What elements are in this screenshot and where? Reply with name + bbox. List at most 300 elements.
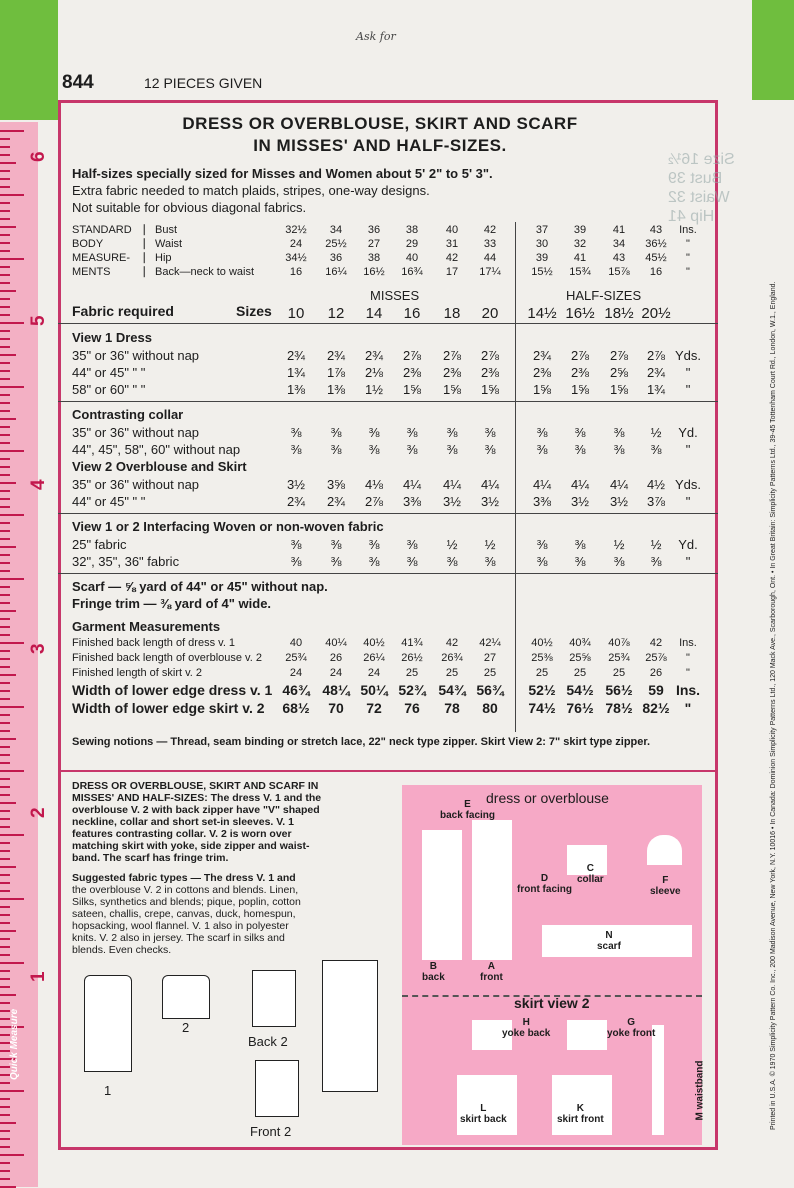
sizes-label: Sizes bbox=[236, 303, 272, 319]
tape-tick bbox=[0, 570, 10, 572]
cell-half: ⅜ bbox=[574, 425, 586, 440]
cell-misses: 14 bbox=[365, 305, 383, 322]
cell-misses: 24 bbox=[289, 238, 303, 250]
tape-tick bbox=[0, 338, 10, 340]
cell-half: ⅜ bbox=[536, 554, 548, 569]
tape-tick bbox=[0, 858, 10, 860]
dress-v1-sketch bbox=[84, 975, 132, 1072]
cell-misses: 2⅜ bbox=[480, 365, 500, 380]
row-label: 35" or 36" without nap bbox=[72, 348, 200, 363]
tape-tick bbox=[0, 578, 24, 580]
cell-half: 43 bbox=[612, 252, 626, 264]
description-line: features contrasting collar. V. 2 is worn over bbox=[72, 828, 292, 840]
tape-tick bbox=[0, 666, 10, 668]
label-c: C collar bbox=[577, 863, 604, 885]
cell-unit: " bbox=[686, 667, 690, 679]
cell-misses: ⅜ bbox=[406, 554, 418, 569]
cell-misses: 34½ bbox=[285, 252, 307, 264]
cell-misses: ⅜ bbox=[290, 442, 302, 457]
label-e: E back facing bbox=[440, 799, 496, 821]
tape-tick bbox=[0, 802, 16, 804]
corner-left bbox=[0, 0, 58, 120]
cell-misses: 25¾ bbox=[285, 652, 307, 664]
cell-half: 25 bbox=[573, 667, 587, 679]
piece-g-yoke-front bbox=[567, 1020, 607, 1050]
cell-half: ⅜ bbox=[536, 442, 548, 457]
tape-brand: Quick Measure bbox=[9, 1008, 20, 1080]
cell-half: 18½ bbox=[604, 305, 634, 322]
tape-tick bbox=[0, 1002, 10, 1004]
cell-misses: 24 bbox=[329, 667, 343, 679]
tape-tick bbox=[0, 170, 10, 172]
cell-misses: 3⅝ bbox=[326, 477, 346, 492]
cell-unit: Ins. bbox=[679, 224, 697, 236]
cell-half: 78½ bbox=[605, 700, 633, 716]
tape-tick bbox=[0, 770, 24, 772]
tape-tick bbox=[0, 610, 16, 612]
suggested-line: sateen, challis, crepe, canvas, duck, homespun, bbox=[72, 908, 296, 920]
cell-misses: ⅜ bbox=[368, 425, 380, 440]
tape-tick bbox=[0, 322, 24, 324]
tape-tick bbox=[0, 330, 10, 332]
cell-half: ⅜ bbox=[650, 554, 662, 569]
scarf-line: Scarf — ⅝ yard of 44" or 45" without nap. bbox=[72, 579, 328, 594]
cell-half: 25⅞ bbox=[645, 652, 667, 664]
tape-tick bbox=[0, 938, 10, 940]
cell-misses: 42 bbox=[445, 637, 459, 649]
cell-half: ⅜ bbox=[613, 442, 625, 457]
description-line: DRESS OR OVERBLOUSE, SKIRT AND SCARF IN bbox=[72, 780, 319, 792]
tape-tick bbox=[0, 594, 10, 596]
tape-tick bbox=[0, 442, 10, 444]
tape-tick bbox=[0, 754, 10, 756]
tape-tick bbox=[0, 418, 16, 420]
tape-tick bbox=[0, 922, 10, 924]
cell-half: 2¾ bbox=[532, 348, 552, 363]
tape-tick bbox=[0, 450, 24, 452]
tape-tick bbox=[0, 506, 10, 508]
suggested-line: hopsacking, wool flannel. V. 1 also in polyester bbox=[72, 920, 289, 932]
cell-misses: 40½ bbox=[363, 637, 385, 649]
cell-unit: Yd. bbox=[678, 537, 698, 552]
cell-misses: ⅜ bbox=[406, 537, 418, 552]
cell-misses: 20 bbox=[481, 305, 499, 322]
row-label: Finished back length of dress v. 1 bbox=[72, 637, 236, 649]
cell-half: 45½ bbox=[645, 252, 667, 264]
tape-tick bbox=[0, 730, 10, 732]
tape-tick bbox=[0, 362, 10, 364]
cell-misses: 25 bbox=[483, 667, 497, 679]
description-line: MISSES' AND HALF-SIZES: The dress V. 1 and the bbox=[72, 792, 322, 804]
cell-misses: 26¼ bbox=[363, 652, 385, 664]
cell-misses: ½ bbox=[484, 537, 496, 552]
cell-half: 20½ bbox=[641, 305, 671, 322]
tape-tick bbox=[0, 162, 16, 164]
cell-misses: 78 bbox=[444, 700, 460, 716]
intro-line2: Extra fabric needed to match plaids, stripes, one-way designs. bbox=[72, 183, 430, 198]
pattern-layout-diagram bbox=[402, 785, 706, 1145]
suggested-line: knits. V. 2 also in jersey. The scarf in silks and bbox=[72, 932, 285, 944]
cell-misses: 42 bbox=[483, 224, 497, 236]
tape-tick bbox=[0, 1122, 16, 1124]
sketch-label-back2: Back 2 bbox=[248, 1034, 288, 1049]
cell-half: 3½ bbox=[570, 494, 590, 509]
cell-misses: 2¾ bbox=[326, 348, 346, 363]
cell-half: 54½ bbox=[566, 682, 594, 698]
cell-misses: ⅜ bbox=[484, 442, 496, 457]
tape-tick bbox=[0, 618, 10, 620]
label-h: H yoke back bbox=[502, 1017, 551, 1039]
cell-misses: 40 bbox=[289, 637, 303, 649]
suggested-line: blends. Even checks. bbox=[72, 944, 172, 956]
cell-half: ⅜ bbox=[574, 442, 586, 457]
cell-misses: 17 bbox=[445, 266, 459, 278]
cell-misses: 12 bbox=[327, 305, 345, 322]
cell-misses: 18 bbox=[443, 305, 461, 322]
tape-tick bbox=[0, 738, 16, 740]
tape-tick bbox=[0, 522, 10, 524]
cell-misses: ½ bbox=[446, 537, 458, 552]
label-m: M waistband bbox=[694, 1060, 706, 1121]
cell-misses: 42 bbox=[445, 252, 459, 264]
cell-misses: ⅜ bbox=[484, 425, 496, 440]
tape-tick bbox=[0, 498, 10, 500]
tape-tick bbox=[0, 786, 10, 788]
tape-tick bbox=[0, 482, 16, 484]
cell-misses: 4¼ bbox=[480, 477, 500, 492]
cell-unit: " bbox=[686, 266, 690, 278]
section-heading: Contrasting collar bbox=[72, 407, 184, 422]
intro-line1: Half-sizes specially sized for Misses and Women about 5' 2" to 5' 3". bbox=[72, 166, 493, 181]
cell-misses: ⅜ bbox=[290, 425, 302, 440]
tape-tick bbox=[0, 466, 10, 468]
cell-half: ½ bbox=[650, 425, 662, 440]
tape-tick bbox=[0, 1098, 10, 1100]
tape-tick bbox=[0, 346, 10, 348]
tape-number: 4 bbox=[28, 479, 49, 490]
cell-half: ⅜ bbox=[613, 554, 625, 569]
cell-half: 30 bbox=[535, 238, 549, 250]
tape-tick bbox=[0, 490, 10, 492]
cell-half: 4¼ bbox=[570, 477, 590, 492]
divider-vert bbox=[515, 222, 516, 732]
tape-tick bbox=[0, 1082, 10, 1084]
cell-misses: 2⅜ bbox=[402, 365, 422, 380]
cell-half: ⅜ bbox=[536, 537, 548, 552]
cell-misses: 1⅝ bbox=[402, 382, 422, 397]
cell-half: 3⅞ bbox=[646, 494, 666, 509]
cell-misses: 36 bbox=[367, 224, 381, 236]
garment-heading: Garment Measurements bbox=[72, 619, 221, 634]
title-line2: IN MISSES' AND HALF-SIZES. bbox=[253, 136, 507, 155]
row-label: MENTS bbox=[72, 266, 111, 278]
label-f: F sleeve bbox=[650, 875, 681, 897]
cell-half: 74½ bbox=[528, 700, 556, 716]
tape-tick bbox=[0, 1106, 10, 1108]
cell-unit: " bbox=[686, 238, 690, 250]
cell-half: 1⅝ bbox=[609, 382, 629, 397]
tape-tick bbox=[0, 818, 10, 820]
cell-unit: Yds. bbox=[674, 348, 701, 363]
cell-half: 25 bbox=[612, 667, 626, 679]
cell-half: 4½ bbox=[646, 477, 666, 492]
cell-misses: 76 bbox=[404, 700, 420, 716]
cell-misses: 33 bbox=[483, 238, 497, 250]
cell-half: 82½ bbox=[642, 700, 670, 716]
diagram-top-title: dress or overblouse bbox=[486, 790, 609, 806]
cell-misses: 32½ bbox=[285, 224, 307, 236]
cell-misses: 2⅞ bbox=[402, 348, 422, 363]
cell-half: 2⅜ bbox=[532, 365, 552, 380]
cell-half: 76½ bbox=[566, 700, 594, 716]
cell-misses: 16½ bbox=[363, 266, 385, 278]
cell-half: 56½ bbox=[605, 682, 633, 698]
tape-tick bbox=[0, 538, 10, 540]
cell-half: 39 bbox=[573, 224, 587, 236]
cell-misses: 17¼ bbox=[479, 266, 501, 278]
cell-half: 1⅝ bbox=[532, 382, 552, 397]
cell-misses: 70 bbox=[328, 700, 344, 716]
tape-tick bbox=[0, 298, 10, 300]
cell-misses: 2¾ bbox=[364, 348, 384, 363]
cell-misses: 16 bbox=[403, 305, 421, 322]
cell-misses: 3⅜ bbox=[402, 494, 422, 509]
row-label: MEASURE- bbox=[72, 252, 131, 264]
cell-half: 2¾ bbox=[646, 365, 666, 380]
row-label: 44" or 45" " " bbox=[72, 494, 146, 509]
measure-name: ⎸Hip bbox=[144, 252, 172, 264]
cell-misses: 24 bbox=[367, 667, 381, 679]
cell-misses: 68½ bbox=[282, 700, 310, 716]
cell-half: ⅜ bbox=[613, 425, 625, 440]
section-rule bbox=[58, 513, 718, 514]
skirt-front-sketch bbox=[255, 1060, 299, 1117]
pieces-given: 12 PIECES GIVEN bbox=[144, 75, 263, 91]
tape-tick bbox=[0, 762, 10, 764]
row-label: 35" or 36" without nap bbox=[72, 425, 200, 440]
cell-half: ½ bbox=[613, 537, 625, 552]
cell-unit: " bbox=[685, 554, 691, 569]
cell-misses: ⅜ bbox=[330, 554, 342, 569]
cell-misses: ⅜ bbox=[446, 554, 458, 569]
cell-misses: 1⅜ bbox=[326, 382, 346, 397]
cell-misses: 40 bbox=[405, 252, 419, 264]
cell-half: 26 bbox=[649, 667, 663, 679]
cell-misses: 4¼ bbox=[442, 477, 462, 492]
tape-tick bbox=[0, 642, 24, 644]
piece-f-sleeve bbox=[647, 835, 682, 865]
tape-tick bbox=[0, 1130, 10, 1132]
tape-tick bbox=[0, 290, 16, 292]
cell-unit: " bbox=[685, 442, 691, 457]
sewing-notions: Sewing notions — Thread, seam binding or stretch lace, 22" neck type zipper. Skirt View 2: 7" skirt type zipper. bbox=[72, 736, 651, 748]
tape-tick bbox=[0, 778, 10, 780]
cell-misses: 80 bbox=[482, 700, 498, 716]
tape-tick bbox=[0, 226, 16, 228]
label-d: D front facing bbox=[517, 873, 572, 895]
row-label: STANDARD bbox=[72, 224, 132, 236]
tape-tick bbox=[0, 130, 24, 132]
piece-b-back bbox=[422, 830, 462, 960]
cell-misses: ⅜ bbox=[290, 537, 302, 552]
cell-half: 4¼ bbox=[532, 477, 552, 492]
cell-misses: 3½ bbox=[286, 477, 306, 492]
cell-misses: ⅜ bbox=[368, 442, 380, 457]
tape-tick bbox=[0, 474, 10, 476]
tape-tick bbox=[0, 274, 10, 276]
copyright-side-text: Printed in U.S.A. © 1970 Simplicity Pattern Co. Inc., 200 Madison Avenue, New York, N.Y. 10016 • In Canada: Dominion Simplicity Patterns Ltd., 120 Mack Ave., Scarborough, Ont. • In Great Britain: Simplicity Patterns Ltd., 39-45 Tottenham Court Rd., London, W.1., England. bbox=[770, 281, 777, 1130]
cell-misses: 36 bbox=[329, 252, 343, 264]
label-a: A front bbox=[480, 961, 503, 983]
cell-half: 34 bbox=[612, 238, 626, 250]
cell-half: 40¾ bbox=[569, 637, 591, 649]
tape-tick bbox=[0, 1146, 10, 1148]
intro-line3: Not suitable for obvious diagonal fabrics. bbox=[72, 200, 307, 215]
row-label: Width of lower edge dress v. 1 bbox=[72, 682, 273, 698]
cell-half: 2⅞ bbox=[570, 348, 590, 363]
tape-tick bbox=[0, 850, 10, 852]
tape-tick bbox=[0, 1154, 24, 1156]
fringe-line: Fringe trim — ⅜ yard of 4" wide. bbox=[72, 596, 272, 611]
suggested-fabrics bbox=[72, 872, 392, 956]
tape-tick bbox=[0, 1178, 10, 1180]
cell-misses: 34 bbox=[329, 224, 343, 236]
cell-half: 1⅝ bbox=[570, 382, 590, 397]
header-rule bbox=[58, 323, 718, 324]
cell-misses: ⅜ bbox=[446, 442, 458, 457]
cell-unit: Ins. bbox=[675, 682, 701, 698]
sketch-label-v2: 2 bbox=[182, 1020, 190, 1035]
tape-tick bbox=[0, 306, 10, 308]
cell-misses: 41¾ bbox=[401, 637, 423, 649]
sketch-label-v1: 1 bbox=[104, 1083, 112, 1098]
cell-misses: 4⅛ bbox=[364, 477, 384, 492]
cell-misses: 3½ bbox=[480, 494, 500, 509]
misses-label: MISSES bbox=[370, 288, 420, 303]
description-line: neckline, collar and short set-in sleeves. V. 1 bbox=[72, 816, 294, 828]
cell-misses: 1¾ bbox=[286, 365, 306, 380]
tape-number: 3 bbox=[28, 643, 49, 654]
cell-half: 36½ bbox=[645, 238, 667, 250]
tape-tick bbox=[0, 554, 10, 556]
tape-tick bbox=[0, 962, 24, 964]
cell-misses: 2¾ bbox=[286, 348, 306, 363]
cell-half: 2⅞ bbox=[609, 348, 629, 363]
cell-misses: 1⅜ bbox=[286, 382, 306, 397]
cell-misses: 40¼ bbox=[325, 637, 347, 649]
tape-tick bbox=[0, 626, 10, 628]
tape-tick bbox=[0, 842, 10, 844]
cell-half: ½ bbox=[650, 537, 662, 552]
tape-tick bbox=[0, 530, 10, 532]
row-label: Finished back length of overblouse v. 2 bbox=[72, 652, 262, 664]
tape-number: 2 bbox=[28, 807, 49, 818]
cell-misses: 72 bbox=[366, 700, 382, 716]
cell-half: 2⅝ bbox=[609, 365, 629, 380]
cell-half: 16 bbox=[649, 266, 663, 278]
cell-misses: 2⅞ bbox=[480, 348, 500, 363]
cell-unit: " bbox=[685, 494, 691, 509]
row-label: 44" or 45" " " bbox=[72, 365, 146, 380]
cell-half: 42 bbox=[649, 637, 663, 649]
cell-half: 25 bbox=[535, 667, 549, 679]
tape-tick bbox=[0, 1162, 10, 1164]
tape-tick bbox=[0, 1170, 10, 1172]
cell-half: ⅜ bbox=[574, 537, 586, 552]
section-rule bbox=[58, 401, 718, 402]
section-rule bbox=[58, 573, 718, 574]
cell-misses: 1½ bbox=[364, 382, 384, 397]
cell-half: 41 bbox=[573, 252, 587, 264]
cell-misses: 25 bbox=[405, 667, 419, 679]
cell-misses: ⅜ bbox=[290, 554, 302, 569]
cell-misses: 52¾ bbox=[398, 682, 426, 698]
cell-misses: 38 bbox=[405, 224, 419, 236]
label-l: L skirt back bbox=[460, 1103, 507, 1125]
sketch-label-front2: Front 2 bbox=[250, 1124, 292, 1139]
tape-tick bbox=[0, 314, 10, 316]
cell-misses: 25½ bbox=[325, 238, 347, 250]
label-g: G yoke front bbox=[607, 1017, 656, 1039]
row-label: Finished length of skirt v. 2 bbox=[72, 667, 203, 679]
tape-tick bbox=[0, 1090, 24, 1092]
tape-tick bbox=[0, 242, 10, 244]
tape-tick bbox=[0, 378, 10, 380]
cell-half: 41 bbox=[612, 224, 626, 236]
cell-half: 16½ bbox=[565, 305, 595, 322]
tape-tick bbox=[0, 514, 24, 516]
tape-tick bbox=[0, 394, 10, 396]
tape-tick bbox=[0, 146, 10, 148]
tape-tick bbox=[0, 194, 24, 196]
cell-misses: ⅜ bbox=[406, 425, 418, 440]
cell-misses: ⅜ bbox=[330, 425, 342, 440]
cell-half: 1¾ bbox=[646, 382, 666, 397]
label-n: N scarf bbox=[597, 930, 621, 952]
scarf-sketch bbox=[322, 960, 378, 1092]
overblouse-v2-sketch bbox=[162, 975, 210, 1019]
cell-misses: 26 bbox=[329, 652, 343, 664]
label-b: B back bbox=[422, 961, 445, 983]
cell-misses: 16¼ bbox=[325, 266, 347, 278]
cell-misses: 10 bbox=[287, 305, 305, 322]
suggested-line: Suggested fabric types — The dress V. 1 and bbox=[72, 872, 296, 884]
row-label: 32", 35", 36" fabric bbox=[72, 554, 180, 569]
tape-tick bbox=[0, 954, 10, 956]
cell-misses: 46¾ bbox=[282, 682, 310, 698]
tape-tick bbox=[0, 386, 24, 388]
tape-tick bbox=[0, 1138, 10, 1140]
cell-misses: 2⅛ bbox=[364, 365, 384, 380]
cell-misses: 38 bbox=[367, 252, 381, 264]
cell-half: 37 bbox=[535, 224, 549, 236]
cell-unit: " bbox=[686, 652, 690, 664]
cell-half: 40½ bbox=[531, 637, 553, 649]
cell-misses: 3½ bbox=[442, 494, 462, 509]
tape-tick bbox=[0, 138, 10, 140]
tape-tick bbox=[0, 658, 10, 660]
cell-misses: 2⅞ bbox=[364, 494, 384, 509]
tape-tick bbox=[0, 690, 10, 692]
cell-half: ⅜ bbox=[536, 425, 548, 440]
cell-half: 52½ bbox=[528, 682, 556, 698]
cell-half: ⅜ bbox=[650, 442, 662, 457]
tape-tick bbox=[0, 178, 10, 180]
tape-tick bbox=[0, 370, 10, 372]
tape-tick bbox=[0, 994, 16, 996]
pattern-number: 844 bbox=[62, 72, 94, 93]
section-heading: View 1 Dress bbox=[72, 330, 152, 345]
